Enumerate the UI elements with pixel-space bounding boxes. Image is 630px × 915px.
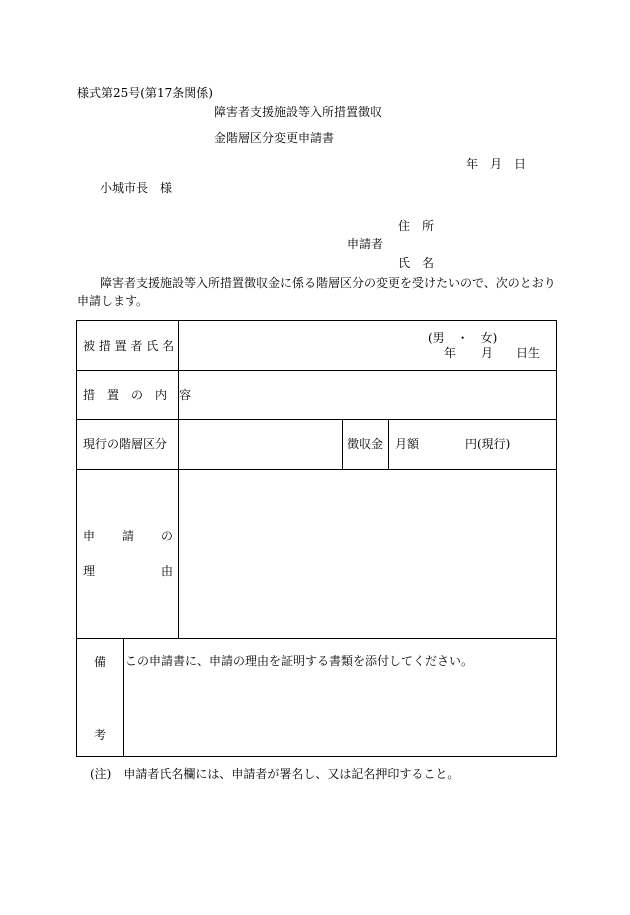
intro-line-1: 障害者支援施設等入所措置徴収金に係る階層区分の変更を受けたいので、次のとおり — [100, 276, 556, 290]
application-table — [76, 320, 557, 757]
remarks-text: この申請書に、申請の理由を証明する書類を添付してください。 — [125, 654, 474, 668]
applicant-label: 申請者 — [347, 237, 384, 251]
address-label: 住 所 — [398, 219, 435, 233]
reason-label-char: 理 — [83, 564, 96, 578]
fee-label: 徴収金 — [347, 437, 384, 451]
form-number: 様式第25号(第17条関係) — [77, 86, 213, 100]
reason-label-char: 請 — [122, 529, 135, 543]
remarks-label-char: 考 — [94, 728, 107, 742]
yen-current-label: 円(現行) — [465, 437, 511, 451]
measure-content-field[interactable] — [179, 371, 556, 419]
column-divider — [388, 419, 389, 469]
date-line: 年 月 日 — [466, 157, 527, 171]
monthly-label: 月額 — [395, 437, 420, 451]
birth-month-label: 月 — [481, 346, 494, 360]
column-divider — [342, 419, 343, 469]
title-line-2: 金階層区分変更申請書 — [214, 131, 335, 145]
insured-name-label: 被 措 置 者 氏 名 — [83, 339, 175, 353]
insured-name-field[interactable] — [179, 321, 419, 369]
column-divider — [123, 638, 124, 756]
remarks-label-char: 備 — [94, 655, 107, 669]
measure-content-label: 措 置 の 内 容 — [83, 388, 192, 402]
addressee: 小城市長 様 — [100, 181, 173, 195]
gender-selector: (男 ・ 女) — [428, 331, 498, 345]
reason-field[interactable] — [179, 470, 556, 638]
current-tier-label: 現行の階層区分 — [83, 437, 168, 451]
birth-day-label: 日生 — [516, 346, 541, 360]
footnote: (注) 申請者氏名欄には、申請者が署名し、又は記名押印すること。 — [90, 767, 460, 781]
reason-label-char: の — [161, 529, 174, 543]
intro-line-2: 申請します。 — [77, 294, 149, 308]
reason-label-char: 申 — [83, 529, 96, 543]
row-divider — [77, 638, 556, 639]
title-line-1: 障害者支援施設等入所措置徴収 — [214, 105, 383, 119]
birth-year-label: 年 — [444, 346, 457, 360]
reason-label-char: 由 — [161, 564, 174, 578]
name-label: 氏 名 — [398, 256, 435, 270]
current-tier-field[interactable] — [179, 420, 342, 469]
